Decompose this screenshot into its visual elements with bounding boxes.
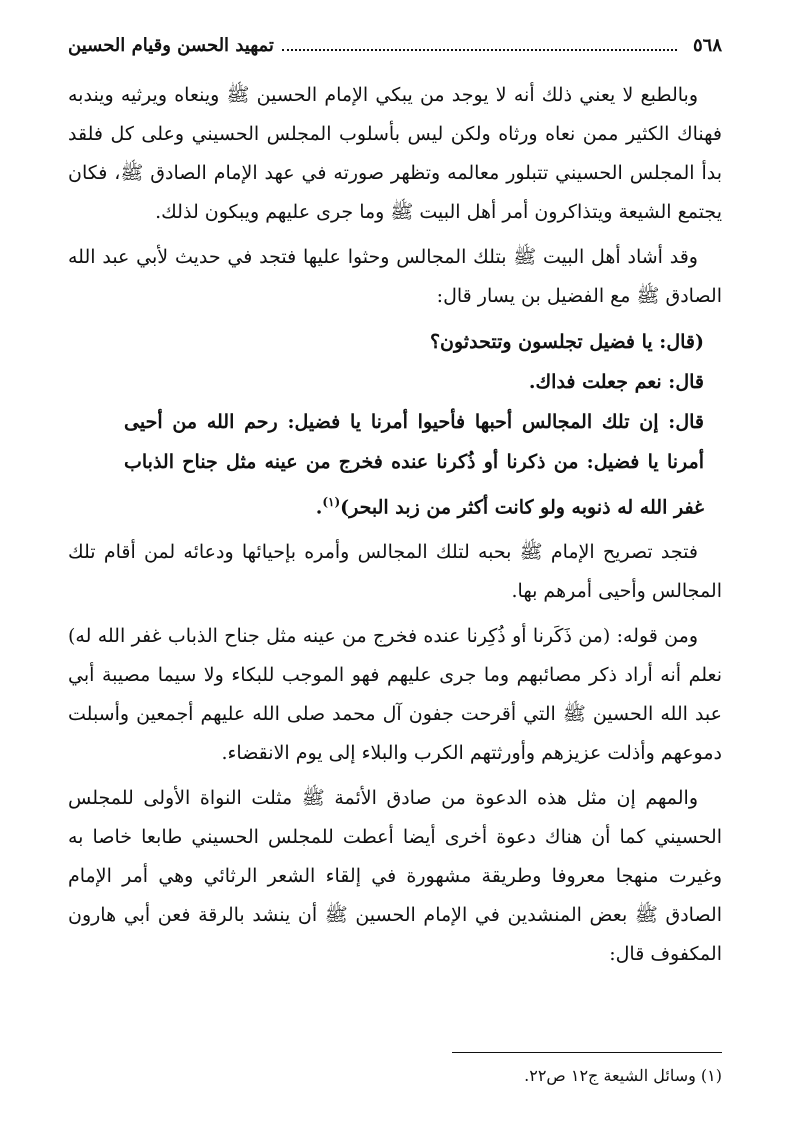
footnote-marker[interactable]: (١) (322, 495, 341, 509)
quote-text: قال: إن تلك المجالس أحبها فأحيوا أمرنا يا فضيل: رحم الله من أحيى أمرنا يا فضيل: من ذكرنا أو ذُكرنا عنده فخرج من عينه مثل جناح الذباب غفر الله له ذنوبه ولو كانت أكثر من زبد البحر) (124, 411, 704, 519)
quote-line: قال: إن تلك المجالس أحبها فأحيوا أمرنا يا فضيل: رحم الله من أحيى أمرنا يا فضيل: من ذكرنا أو ذُكرنا عنده فخرج من عينه مثل جناح الذباب غفر الله له ذنوبه ولو كانت أكثر من زبد البحر)$^{(١)}$. (124, 411, 704, 519)
running-title: تمهيد الحسن وقيام الحسين (68, 34, 274, 56)
footnote-separator (452, 1052, 722, 1053)
quote-line: قال: نعم جعلت فداك. (528, 371, 704, 393)
paragraph: فتجد تصريح الإمام ﷺ بحبه لتلك المجالس وأمره بإحيائها ودعائه لمن أقام تلك المجالس وأحيى أمرهم بها. (68, 541, 722, 603)
header-dotted-leader (282, 49, 677, 51)
quote-line: (قال: يا فضيل تجلسون وتتحدثون؟ (429, 331, 704, 353)
paragraph: ومن قوله: (من ذَكَرنا أو ذُكِرنا عنده فخرج من عينه مثل جناح الذباب غفر الله له) نعلم أنه أراد ذكر مصائبهم وما جرى عليهم فهو الموجب للبكاء ولا سيما مصيبة أبي عبد الله الحسين ﷺ التي أقرحت جفون آل محمد صلى الله عليهم أجمعين وأسبلت دموعهم وأذلت عزيزهم وأورثتهم الكرب والبلاء إلى يوم الانقضاء. (68, 625, 722, 765)
page-header (68, 30, 722, 60)
hadith-quote (124, 322, 704, 527)
page-number: ٥٦٨ (692, 34, 722, 56)
paragraph: والمهم إن مثل هذه الدعوة من صادق الأئمة ﷺ مثلت النواة الأولى للمجلس الحسيني كما أن هناك دعوة أخرى أيضا أعطت للمجلس الحسيني طابعا خاصا به وغيرت منهجا معروفا وطريقة مشهورة في إلقاء الشعر الرثائي وهي أمر الإمام الصادق ﷺ بعض المنشدين في الإمام الحسين ﷺ أن ينشد بالرقة فعن أبي هارون المكفوف قال: (68, 787, 722, 966)
footnote: (١) وسائل الشيعة ج١٢ ص٢٢. (524, 1066, 722, 1085)
page-body (68, 76, 722, 980)
paragraph: وقد أشاد أهل البيت ﷺ بتلك المجالس وحثوا عليها فتجد في حديث لأبي عبد الله الصادق ﷺ مع الفضيل بن يسار قال: (68, 246, 722, 307)
paragraph: وبالطبع لا يعني ذلك أنه لا يوجد من يبكي الإمام الحسين ﷺ وينعاه ويرثيه ويندبه فهناك الكثير ممن نعاه ورثاه ولكن ليس بأسلوب المجلس الحسيني وعلى كل فلقد بدأ المجلس الحسيني تتبلور معالمه وتظهر صورته في عهد الإمام الصادق ﷺ، فكان يجتمع الشيعة ويتذاكرون أمر أهل البيت ﷺ وما جرى عليهم ويبكون لذلك. (68, 84, 722, 223)
